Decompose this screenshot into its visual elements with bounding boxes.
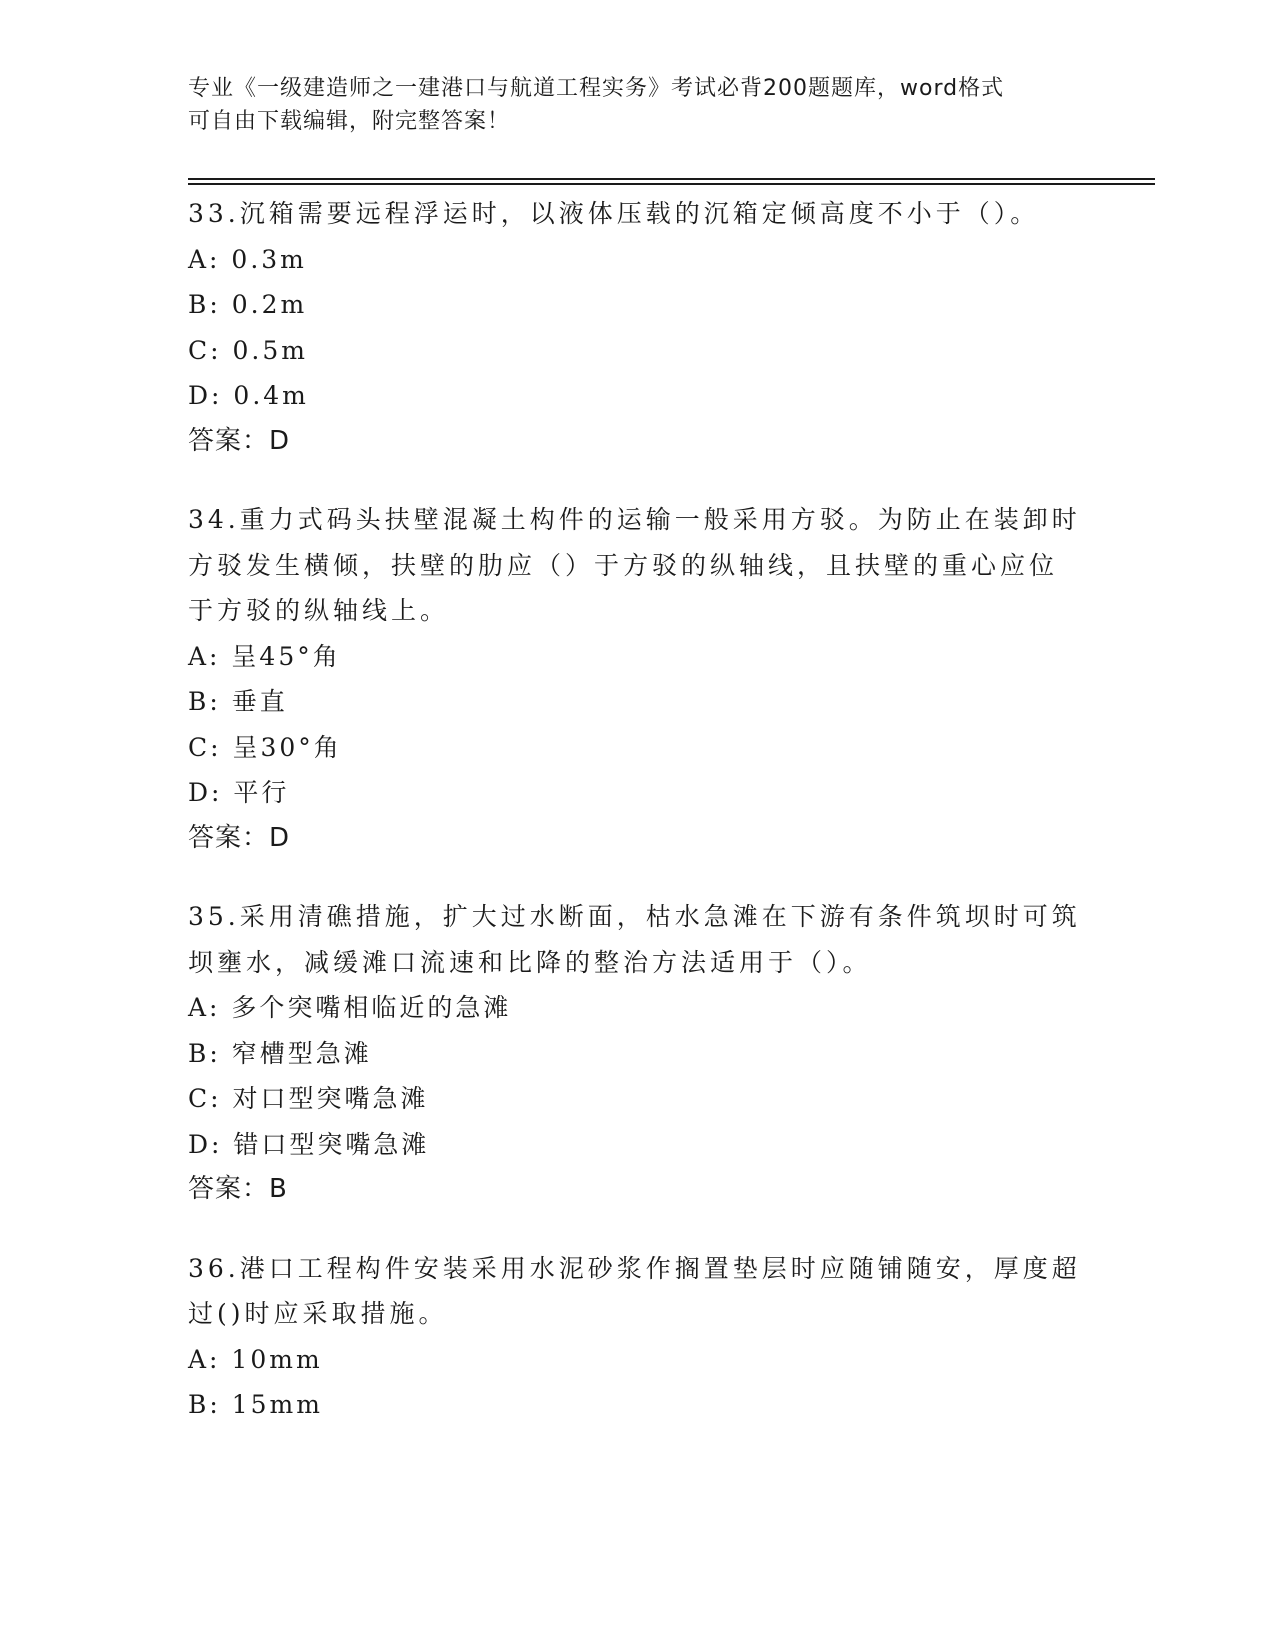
answer-line: 答案：D xyxy=(188,822,291,853)
option-d: D: 0.4m xyxy=(188,381,309,410)
question-text-line: 过()时应采取措施。 xyxy=(188,1299,448,1328)
option-a: A: 10mm xyxy=(188,1344,323,1374)
question-list xyxy=(188,191,1088,1461)
question-text-line: 35.采用清礁措施，扩大过水断面，枯水急滩在下游有条件筑坝时可筑 xyxy=(188,902,1081,931)
header-title-line-2: 可自由下载编辑，附完整答案！ xyxy=(188,109,511,134)
option-a: A: 呈45°角 xyxy=(188,641,341,671)
question-text-line: 33.沉箱需要远程浮运时，以液体压载的沉箱定倾高度不小于（）。 xyxy=(188,199,1040,228)
answer-line: 答案：B xyxy=(188,1174,288,1204)
question-text-line: 36.港口工程构件安装采用水泥砂浆作搁置垫层时应随铺随安，厚度超 xyxy=(188,1253,1081,1283)
question-text-line: 于方驳的纵轴线上。 xyxy=(188,596,450,625)
option-d: D: 平行 xyxy=(188,778,290,807)
option-b: B: 窄槽型急滩 xyxy=(188,1038,372,1068)
option-a: A: 0.3m xyxy=(188,244,307,274)
option-b: B: 垂直 xyxy=(188,687,288,716)
question-34 xyxy=(188,497,1088,861)
answer-line: 答案：D xyxy=(188,425,291,456)
question-text-line: 坝壅水，减缓滩口流速和比降的整治方法适用于（）。 xyxy=(188,947,872,977)
question-text-line: 34.重力式码头扶壁混凝土构件的运输一般采用方驳。为防止在装卸时 xyxy=(188,505,1081,534)
option-a: A: 多个突嘴相临近的急滩 xyxy=(188,993,512,1022)
question-text-line: 方驳发生横倾，扶壁的肋应（）于方驳的纵轴线，且扶壁的重心应位 xyxy=(188,550,1059,580)
question-35 xyxy=(188,894,1088,1213)
option-c: C: 0.5m xyxy=(188,335,308,365)
question-36 xyxy=(188,1246,1088,1428)
option-b: B: 15mm xyxy=(188,1390,323,1419)
header-divider-bottom xyxy=(188,183,1155,185)
header-divider-top xyxy=(188,178,1155,180)
option-c: C: 呈30°角 xyxy=(188,732,342,762)
option-b: B: 0.2m xyxy=(188,290,308,319)
header-title-line-1: 专业《一级建造师之一建港口与航道工程实务》考试必背200题题库，word格式 xyxy=(188,76,1005,101)
option-c: C: 对口型突嘴急滩 xyxy=(188,1084,429,1113)
option-d: D: 错口型突嘴急滩 xyxy=(188,1129,430,1159)
document-header xyxy=(188,72,1068,138)
question-33 xyxy=(188,191,1088,464)
